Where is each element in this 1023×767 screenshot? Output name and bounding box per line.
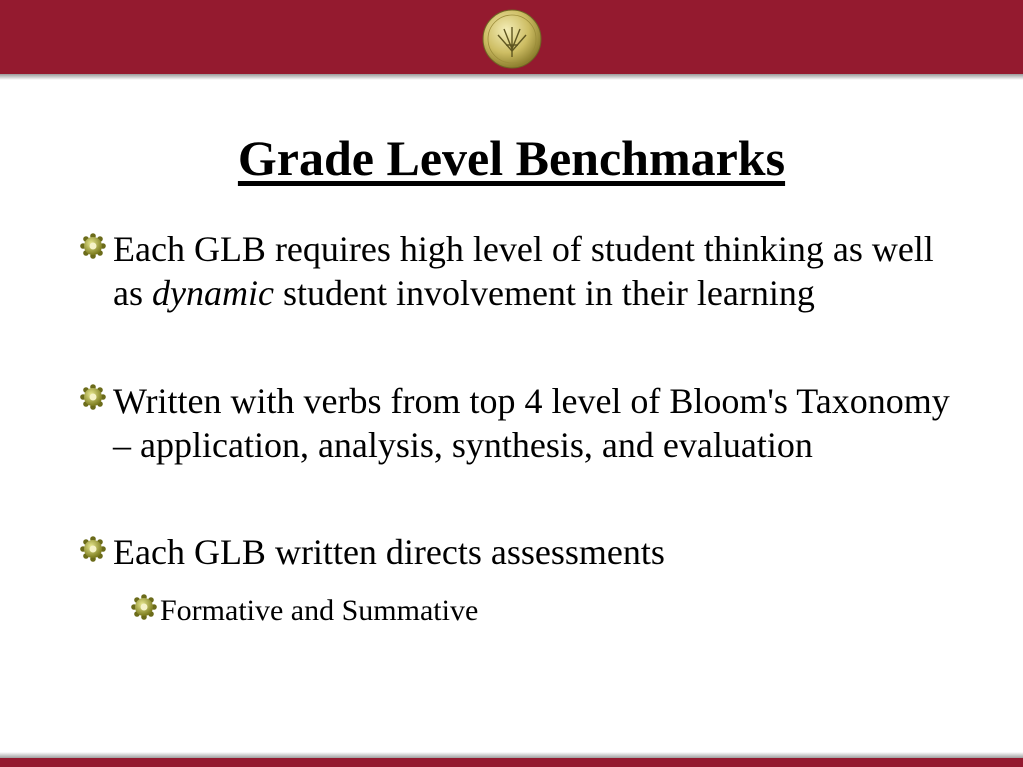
gear-bullet-icon (80, 384, 106, 410)
bullet-item-assessments: Each GLB written directs assessments (113, 532, 665, 572)
gear-bullet-icon (80, 536, 106, 562)
bullet-item-glb-thinking (113, 227, 953, 315)
sub-bullet-item-formative-summative: Formative and Summative (160, 594, 479, 627)
gear-bullet-icon (80, 233, 106, 259)
slide-title: Grade Level Benchmarks (237, 130, 786, 186)
bullet-text-emphasis: dynamic (152, 273, 274, 313)
footer-banner (0, 758, 1023, 767)
bullet-item-blooms-taxonomy: Written with verbs from top 4 level of Bloom's Taxonomy – application, analysis, synthesis, and evaluation (113, 381, 950, 465)
header-shadow (0, 74, 1023, 80)
bullet-text-end: student involvement in their learning (273, 273, 815, 313)
bullet-text-start: Each GLB requires high level of student thinking as well as (113, 229, 934, 313)
wheat-sheaf-seal-icon (482, 9, 542, 69)
gear-bullet-icon (131, 594, 157, 620)
